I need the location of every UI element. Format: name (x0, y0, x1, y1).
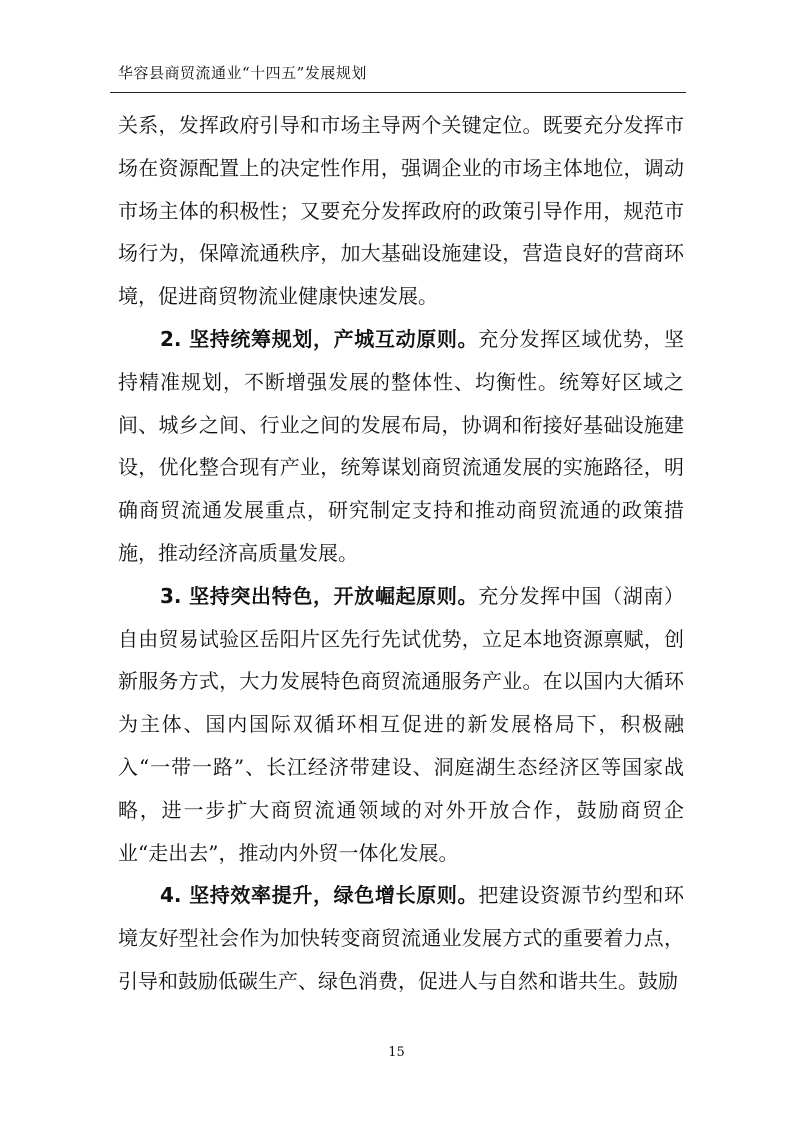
paragraph-principle-3 (118, 575, 684, 875)
paragraph-principle-2 (118, 318, 684, 575)
principle-heading: 4. 坚持效率提升，绿色增长原则。 (160, 883, 479, 908)
paragraph-text: 关系，发挥政府引导和市场主导两个关键定位。既要充分发挥市场在资源配置上的决定性作用，强调企业的市场主体地位，调动市场主体的积极性；又要充分发挥政府的政策引导作用，规范市场行为，保障流通秩序，加大基础设施建设，营造良好的营商环境，促进商贸物流业健康快速发展。 (118, 113, 684, 309)
paragraph-text: 充分发挥区域优势，坚持精准规划，不断增强发展的整体性、均衡性。统筹好区域之间、城乡之间、行业之间的发展布局，协调和衔接好基础设施建设，优化整合现有产业，统筹谋划商贸流通发展的实施路径，明确商贸流通发展重点，研究制定支持和推动商贸流通的政策措施，推动经济高质量发展。 (118, 326, 685, 565)
paragraph-text: 把建设资源节约型和环境友好型社会作为加快转变商贸流通业发展方式的重要着力点，引导和鼓励低碳生产、绿色消费，促进人与自然和谐共生。鼓励 (118, 883, 685, 993)
principle-heading: 3. 坚持突出特色，开放崛起原则。 (160, 583, 479, 608)
paragraph-text: 充分发挥中国（湖南）自由贸易试验区岳阳片区先行先试优势，立足本地资源禀赋，创新服务方式，大力发展特色商贸流通服务产业。在以国内大循环为主体、国内国际双循环相互促进的新发展格局下，积极融入“一带一路”、长江经济带建设、洞庭湖生态经济区等国家战略，进一步扩大商贸流通领域的对外开放合作，鼓励商贸企业“走出去”，推动内外贸一体化发展。 (118, 583, 685, 865)
paragraph-principle-4 (118, 874, 684, 1002)
page-number: 15 (388, 1045, 405, 1060)
principle-heading: 2. 坚持统筹规划，产城互动原则。 (160, 326, 479, 351)
header-divider (110, 92, 686, 93)
page-header-title: 华容县商贸流通业“十四五”发展规划 (118, 64, 367, 82)
paragraph-continuation (118, 104, 684, 318)
document-body (118, 104, 684, 1003)
